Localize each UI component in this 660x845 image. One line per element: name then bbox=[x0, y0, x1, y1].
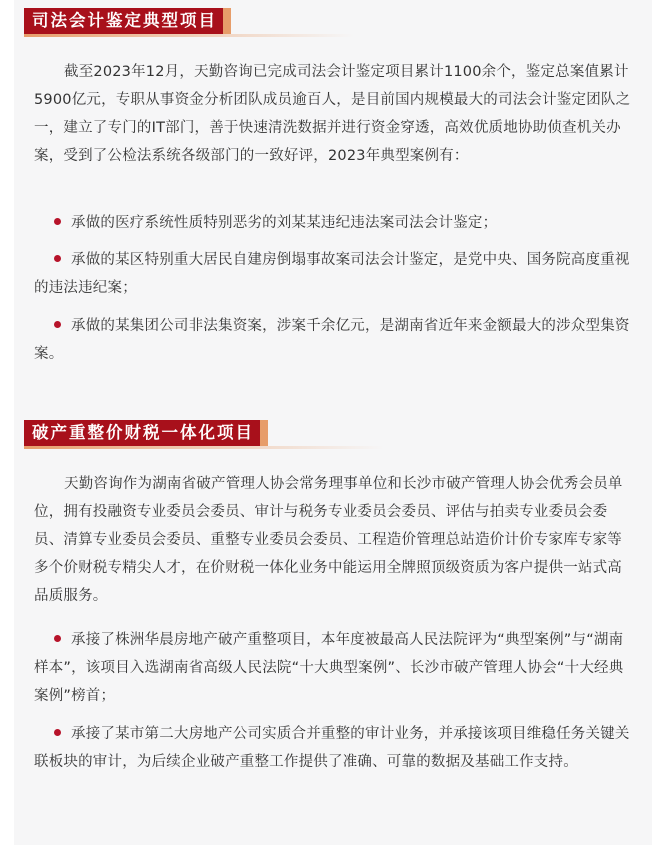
bullet-dot-icon bbox=[54, 321, 61, 328]
bullet-dot-icon bbox=[54, 218, 61, 225]
header-underline bbox=[24, 446, 384, 449]
header-underline bbox=[24, 34, 354, 37]
header-accent-bar bbox=[260, 420, 268, 446]
section-intro-paragraph: 天勤咨询作为湖南省破产管理人协会常务理事单位和长沙市破产管理人协会优秀会员单位，拥有投融资专业委员会委员、审计与税务专业委员会委员、评估与拍卖专业委员会委员、清算专业委员会委员、重整专业委员会委员、工程造价管理总站造价计价专家库专家等多个价财税专精尖人才，在价财税一体化业务中能运用全牌照顶级资质为客户提供一站式高品质服务。 bbox=[34, 476, 623, 604]
header-accent-bar bbox=[223, 8, 231, 34]
section-header-bankruptcy bbox=[24, 420, 262, 446]
list-item: 承做的某集团公司非法集资案，涉案千余亿元，是湖南省近年来金额最大的涉众型集资案。 bbox=[34, 318, 630, 362]
bullet-dot-icon bbox=[54, 729, 61, 736]
bullet-dot-icon bbox=[54, 635, 61, 642]
section-title: 司法会计鉴定典型项目 bbox=[24, 8, 225, 34]
section-header-judicial-accounting bbox=[24, 8, 225, 34]
list-item: 承做的某区特别重大居民自建房倒塌事故案司法会计鉴定，是党中央、国务院高度重视的违法违纪案； bbox=[34, 252, 630, 296]
list-item: 承做的医疗系统性质特别恶劣的刘某某违纪违法案司法会计鉴定； bbox=[34, 209, 634, 237]
section-intro-paragraph: 截至2023年12月，天勤咨询已完成司法会计鉴定项目累计1100余个，鉴定总案值累计5900亿元，专职从事资金分析团队成员逾百人，是目前国内规模最大的司法会计鉴定团队之一，建立了专门的IT部门，善于快速清洗数据并进行资金穿透，高效优质地协助侦查机关办案，受到了公检法系统各级部门的一致好评，2023年典型案例有： bbox=[34, 64, 631, 164]
list-item: 承接了株洲华晨房地产破产重整项目，本年度被最高人民法院评为“典型案例”与“湖南样本”，该项目入选湖南省高级人民法院“十大典型案例”、长沙市破产管理人协会“十大经典案例”榜首； bbox=[34, 632, 624, 704]
bullet-dot-icon bbox=[54, 255, 61, 262]
list-item: 承接了某市第二大房地产公司实质合并重整的审计业务，并承接该项目维稳任务关键关联板块的审计，为后续企业破产重整工作提供了准确、可靠的数据及基础工作支持。 bbox=[34, 726, 630, 770]
section-title: 破产重整价财税一体化项目 bbox=[24, 420, 262, 446]
